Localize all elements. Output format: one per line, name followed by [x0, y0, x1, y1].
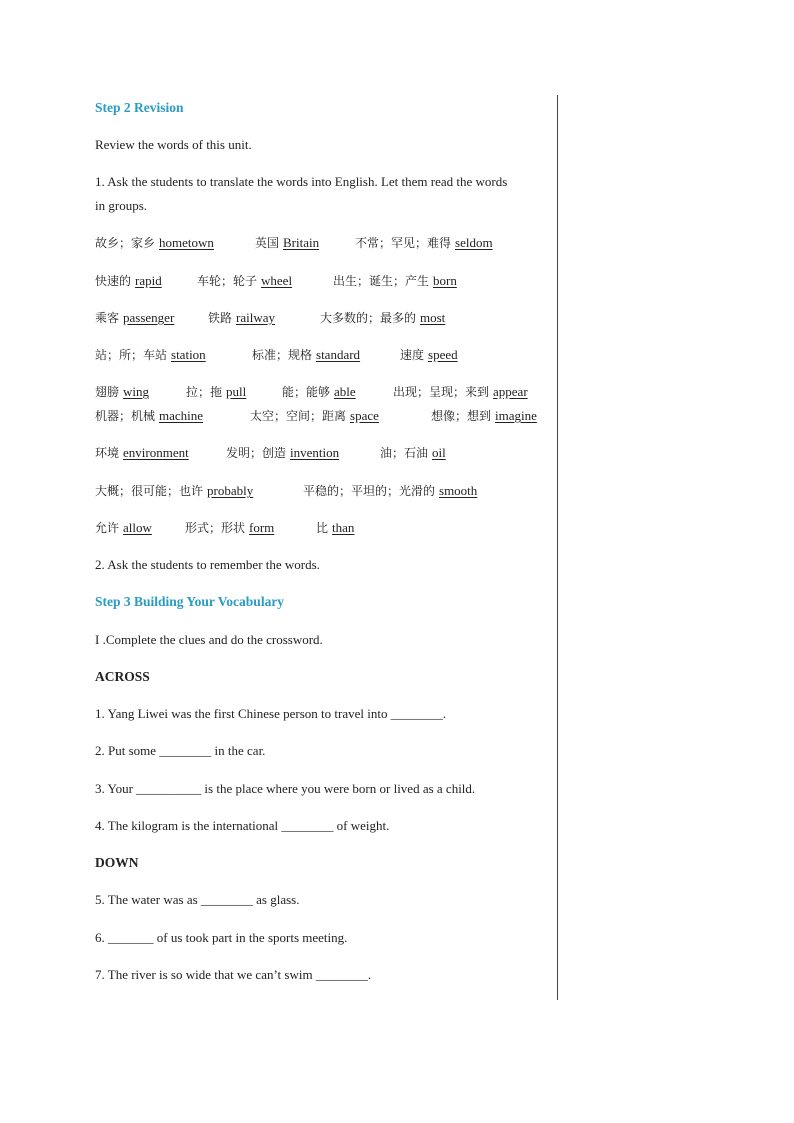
vocab-entry	[252, 347, 360, 363]
vocab-chinese: 拉；拖	[186, 385, 223, 399]
vocab-english: form	[249, 520, 275, 535]
vocab-english: machine	[159, 408, 204, 423]
vocab-chinese: 故乡；家乡	[95, 236, 156, 250]
step2-intro: Review the words of this unit.	[95, 137, 252, 152]
vocab-chinese: 环境	[95, 446, 120, 460]
column-divider	[557, 95, 558, 1000]
clue-across-4: 4. The kilogram is the international ________ of weight.	[95, 818, 390, 833]
vocab-english: wing	[123, 384, 150, 399]
vocab-english: hometown	[159, 235, 214, 250]
vocab-entry	[303, 483, 477, 499]
vocab-chinese: 想像；想到	[431, 409, 492, 423]
vocab-entry	[95, 235, 214, 251]
vocab-english: smooth	[439, 483, 478, 498]
clue-down-6: 6. _______ of us took part in the sports meeting.	[95, 930, 348, 945]
vocab-english: than	[332, 520, 355, 535]
step2-item1-line2: in groups.	[95, 198, 147, 213]
vocab-chinese: 出现；呈现；来到	[393, 385, 490, 399]
vocab-chinese: 大概；很可能；也许	[95, 484, 204, 498]
vocab-english: railway	[236, 310, 275, 325]
vocab-entry	[95, 347, 206, 363]
vocab-english: pull	[226, 384, 247, 399]
vocab-chinese: 铁路	[208, 311, 233, 325]
clue-across-1: 1. Yang Liwei was the first Chinese person to travel into ________.	[95, 706, 446, 721]
clue-across-3: 3. Your __________ is the place where you were born or lived as a child.	[95, 781, 476, 796]
clue-down-7: 7. The river is so wide that we can’t swim ________.	[95, 967, 372, 982]
vocab-english: speed	[428, 347, 458, 362]
step2-item2: 2. Ask the students to remember the words.	[95, 557, 320, 572]
vocab-chinese: 英国	[255, 236, 280, 250]
vocab-entry	[208, 310, 275, 326]
vocab-chinese: 快速的	[95, 274, 132, 288]
vocab-entry	[95, 483, 253, 499]
vocab-chinese: 允许	[95, 521, 120, 535]
clue-across-2: 2. Put some ________ in the car.	[95, 743, 266, 758]
vocab-entry	[431, 408, 537, 424]
clue-down-5: 5. The water was as ________ as glass.	[95, 892, 300, 907]
step3-heading: Step 3 Building Your Vocabulary	[95, 594, 285, 609]
vocab-english: rapid	[135, 273, 162, 288]
vocab-english: probably	[207, 483, 254, 498]
vocab-entry	[400, 347, 458, 363]
vocab-entry	[250, 408, 379, 424]
vocab-chinese: 乘客	[95, 311, 120, 325]
vocab-chinese: 速度	[400, 348, 425, 362]
vocab-english: able	[334, 384, 356, 399]
vocab-chinese: 机器；机械	[95, 409, 156, 423]
vocab-entry	[320, 310, 445, 326]
vocab-english: born	[433, 273, 457, 288]
vocab-english: wheel	[261, 273, 293, 288]
vocab-chinese: 站；所；车站	[95, 348, 168, 362]
down-label: DOWN	[95, 855, 139, 870]
vocab-english: station	[171, 347, 206, 362]
vocab-entry	[380, 445, 446, 461]
vocab-english: most	[420, 310, 446, 325]
vocab-entry	[186, 384, 246, 400]
vocab-english: environment	[123, 445, 189, 460]
vocab-entry	[355, 235, 493, 251]
vocab-chinese: 不常；罕见；难得	[355, 236, 452, 250]
vocab-entry	[226, 445, 339, 461]
vocab-entry	[197, 273, 292, 289]
vocab-entry	[95, 273, 162, 289]
vocab-chinese: 比	[316, 521, 329, 535]
vocab-chinese: 出生；诞生；产生	[333, 274, 430, 288]
step2-item1-line1: 1. Ask the students to translate the words into English. Let them read the words	[95, 174, 508, 189]
vocab-chinese: 大多数的；最多的	[320, 311, 417, 325]
step2-heading: Step 2 Revision	[95, 100, 184, 115]
vocab-chinese: 太空；空间；距离	[250, 409, 347, 423]
vocab-entry	[282, 384, 356, 400]
vocab-english: Britain	[283, 235, 320, 250]
vocab-english: standard	[316, 347, 361, 362]
vocab-entry	[316, 520, 354, 536]
vocab-english: seldom	[455, 235, 493, 250]
vocab-english: imagine	[495, 408, 537, 423]
vocab-chinese: 平稳的；平坦的；光滑的	[303, 484, 436, 498]
vocab-entry	[95, 408, 203, 424]
vocab-chinese: 翅膀	[95, 385, 120, 399]
vocab-chinese: 发明；创造	[226, 446, 287, 460]
vocab-entry	[95, 520, 152, 536]
vocab-english: passenger	[123, 310, 175, 325]
vocab-entry	[333, 273, 457, 289]
vocab-english: space	[350, 408, 379, 423]
vocab-entry	[393, 384, 528, 400]
vocab-chinese: 车轮；轮子	[197, 274, 258, 288]
vocab-english: appear	[493, 384, 528, 399]
vocab-english: invention	[290, 445, 340, 460]
across-label: ACROSS	[95, 669, 150, 684]
vocab-english: allow	[123, 520, 152, 535]
vocab-entry	[95, 445, 189, 461]
vocab-entry	[185, 520, 274, 536]
vocab-chinese: 标准；规格	[252, 348, 313, 362]
vocab-entry	[95, 384, 149, 400]
vocab-chinese: 能；能够	[282, 385, 331, 399]
vocab-chinese: 油；石油	[380, 446, 429, 460]
vocab-chinese: 形式；形状	[185, 521, 246, 535]
vocab-entry	[255, 235, 319, 251]
vocab-entry	[95, 310, 174, 326]
vocab-english: oil	[432, 445, 446, 460]
step3-intro: I .Complete the clues and do the crossword.	[95, 632, 323, 647]
